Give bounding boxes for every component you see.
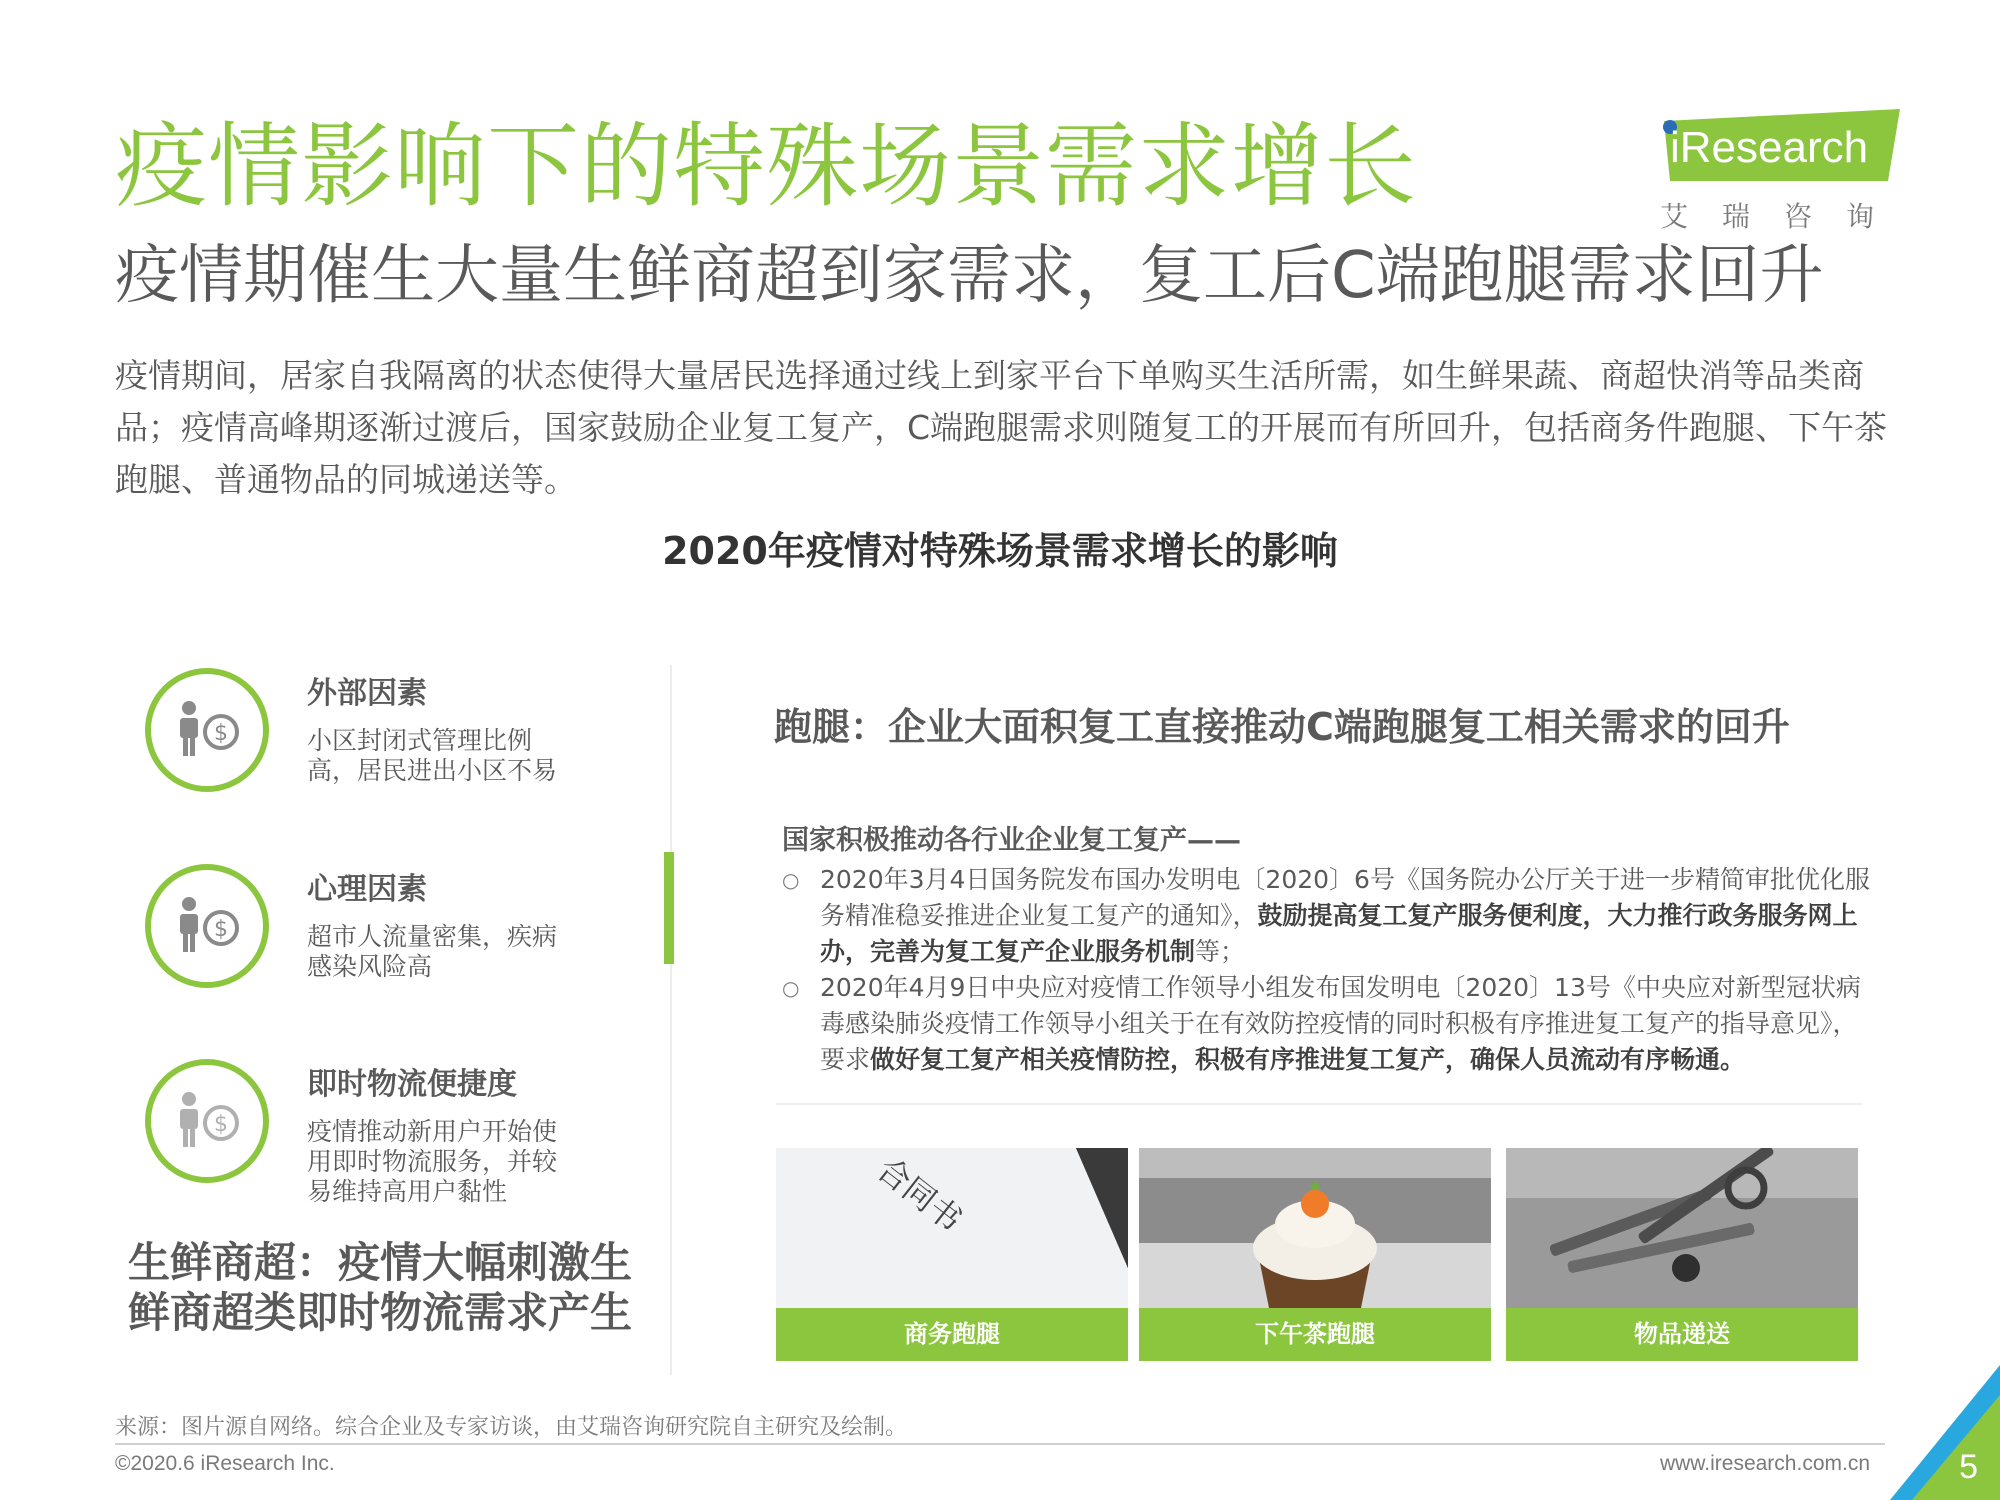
photo-business-errand bbox=[776, 1148, 1128, 1361]
svg-text:$: $ bbox=[214, 1112, 228, 1137]
person-money-icon bbox=[145, 864, 269, 988]
source-note: 来源：图片源自网络。综合企业及专家访谈，由艾瑞咨询研究院自主研究及绘制。 bbox=[115, 1415, 908, 1440]
factor-psychological bbox=[145, 864, 705, 1044]
svg-text:$: $ bbox=[214, 721, 228, 746]
accent-bar bbox=[664, 852, 674, 964]
factor-title: 心理因素 bbox=[307, 872, 427, 907]
svg-text:$: $ bbox=[214, 917, 228, 942]
policy-item bbox=[782, 862, 1872, 972]
page-number: 5 bbox=[1959, 1448, 1978, 1486]
logo-chinese: 艾瑞咨询 bbox=[1660, 200, 1909, 233]
photo-label: 物品递送 bbox=[1506, 1308, 1858, 1361]
factor-title: 外部因素 bbox=[307, 676, 427, 711]
policy-heading: 国家积极推动各行业企业复工复产—— bbox=[782, 825, 1241, 856]
photo-afternoon-tea-errand bbox=[1139, 1148, 1491, 1361]
policy-text: 2020年4月9日中央应对疫情工作领导小组发布国发明电〔2020〕13号《中央应对新型冠状病毒感染肺炎疫情工作领导小组关于在有效防控疫情的同时积极有序推进复工复产的指导意见》，要求做好复工复产相关疫情防控，积极有序推进复工复产，确保人员流动有序畅通。 bbox=[820, 973, 1861, 1074]
factor-title: 即时物流便捷度 bbox=[307, 1067, 517, 1102]
photo-label: 下午茶跑腿 bbox=[1139, 1308, 1491, 1361]
logo-wordmark: iResearch bbox=[1670, 123, 1869, 172]
keys-image bbox=[1506, 1148, 1858, 1308]
iresearch-logo bbox=[1660, 105, 1909, 233]
factor-description: 疫情推动新用户开始使用即时物流服务，并较易维持高用户黏性 bbox=[307, 1117, 558, 1206]
corner-decoration-icon bbox=[1890, 1365, 2000, 1500]
chart-title: 2020年疫情对特殊场景需求增长的影响 bbox=[662, 529, 1338, 573]
person-money-icon bbox=[145, 1059, 269, 1183]
page-subtitle: 疫情期催生大量生鲜商超到家需求，复工后C端跑腿需求回升 bbox=[115, 239, 1824, 313]
vertical-divider bbox=[670, 665, 672, 1375]
policy-text: 2020年3月4日国务院发布国办发明电〔2020〕6号《国务院办公厅关于进一步精简审批优化服务精准稳妥推进企业复工复产的通知》，鼓励提高复工复产服务便利度，大力推行政务服务网上办，完善为复工复产企业服务机制等； bbox=[820, 865, 1870, 966]
horizontal-divider bbox=[776, 1103, 1862, 1105]
factor-description: 超市人流量密集，疾病感染风险高 bbox=[307, 922, 558, 981]
factor-instant-logistics bbox=[145, 1059, 705, 1239]
photo-item-delivery bbox=[1506, 1148, 1858, 1361]
factor-description: 小区封闭式管理比例高，居民进出小区不易 bbox=[307, 726, 558, 785]
factor-external bbox=[145, 668, 705, 848]
fresh-supermarket-conclusion: 生鲜商超：疫情大幅刺激生鲜商超类即时物流需求产生 bbox=[128, 1238, 633, 1337]
website-url: www.iresearch.com.cn bbox=[1659, 1452, 1870, 1475]
svg-text:合同书: 合同书 bbox=[870, 1149, 970, 1239]
errand-heading: 跑腿：企业大面积复工直接推动C端跑腿复工相关需求的回升 bbox=[774, 705, 1790, 749]
footer-divider bbox=[115, 1443, 1885, 1445]
policy-item bbox=[782, 970, 1872, 1080]
intro-paragraph: 疫情期间，居家自我隔离的状态使得大量居民选择通过线上到家平台下单购买生活所需，如生鲜果蔬、商超快消等品类商品；疫情高峰期逐渐过渡后，国家鼓励企业复工复产，C端跑腿需求则随复工的开展而有所回升，包括商务件跑腿、下午茶跑腿、普通物品的同城递送等。 bbox=[115, 356, 1888, 499]
bullet-circle-icon: ○ bbox=[782, 868, 800, 892]
bullet-circle-icon: ○ bbox=[782, 976, 800, 1000]
person-money-icon bbox=[145, 668, 269, 792]
cupcake-image bbox=[1139, 1148, 1491, 1308]
photo-label: 商务跑腿 bbox=[776, 1308, 1128, 1361]
page-title: 疫情影响下的特殊场景需求增长 bbox=[115, 113, 1418, 220]
contract-document-image bbox=[776, 1148, 1128, 1308]
copyright: ©2020.6 iResearch Inc. bbox=[115, 1452, 335, 1475]
